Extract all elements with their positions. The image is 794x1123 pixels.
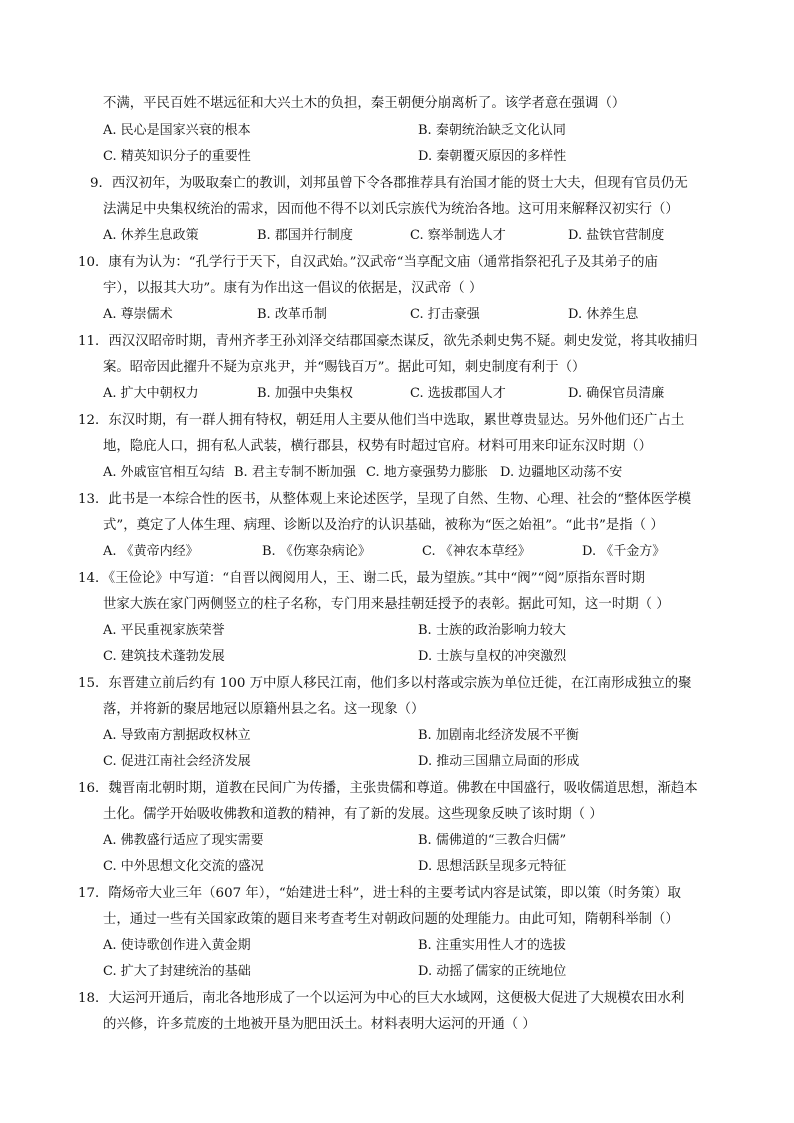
question-text-line: 式”，奠定了人体生理、病理、诊断以及治疗的认识基础，被称为“医之始祖”。“此书”是指（ ）	[103, 518, 664, 533]
question-text-line: 土化。儒学开始吸收佛教和道教的精神，有了新的发展。这些现象反映了该时期（ ）	[103, 807, 603, 822]
option-c: C. 打击豪强	[410, 307, 480, 322]
option-a: A. 扩大中朝权力	[103, 386, 199, 401]
option-c: C. 建筑技术蓬勃发展	[103, 649, 225, 664]
option-c: C. 《神农本草经》	[422, 544, 531, 559]
option-d: D. 确保官员清廉	[568, 386, 665, 401]
question-text-line: 地，隐庇人口，拥有私人武装，横行郡县，权势有时超过官府。材料可用来印证东汉时期（）	[103, 439, 653, 454]
option-b: B. 注重实用性人才的选拔	[418, 938, 566, 953]
question-text-line: 10．康有为认为：“孔学行于天下，自汉武始。”汉武帝“当享配文庙（通常指祭祀孔子及其弟子的庙	[78, 255, 658, 270]
option-b: B. 士族的政治影响力较大	[418, 623, 566, 638]
option-d: D. 盐铁官营制度	[568, 228, 665, 243]
question-text-line: 法满足中央集权统治的需求，因而他不得不以刘氏宗族代为统治各地。这可用来解释汉初实行（）	[103, 202, 679, 217]
question-text-line: 17．隋炀帝大业三年（607 年），“始建进士科”，进士科的主要考试内容是试策，即以策（时务策）取	[78, 886, 681, 901]
option-b: B. 秦朝统治缺乏文化认同	[418, 123, 566, 138]
question-text-line: 宇），以报其大功”。康有为作出这一倡议的依据是，汉武帝（ ）	[103, 281, 483, 296]
question-text-line: 13．此书是一本综合性的医书，从整体观上来论述医学，呈现了自然、生物、心理、社会的“整体医学模	[78, 492, 692, 507]
option-c: C. 地方豪强势力膨胀	[366, 465, 488, 480]
question-text-line: 不满，平民百姓不堪远征和大兴土木的负担，秦王朝便分崩离析了。该学者意在强调（）	[103, 96, 626, 111]
option-a: A. 休养生息政策	[103, 228, 199, 243]
option-c: C. 促进江南社会经济发展	[103, 754, 251, 769]
question-text-line: 的兴修，许多荒废的土地被开垦为肥田沃土。材料表明大运河的开通（ ）	[103, 1017, 536, 1032]
option-d: D. 士族与皇权的冲突激烈	[418, 649, 567, 664]
option-a: A. 平民重视家族荣誉	[103, 623, 225, 638]
option-a: A. 尊崇儒术	[103, 307, 173, 322]
question-text-line: 11．西汉汉昭帝时期，青州齐孝王孙刘泽交结郡国豪杰谋反，欲先杀刺史隽不疑。刺史发觉，将其收捕归	[78, 334, 698, 349]
question-text-line: 12．东汉时期，有一群人拥有特权，朝廷用人主要从他们当中选取，累世尊贵显达。另外他们还广占土	[78, 413, 685, 428]
option-b: B. 郡国并行制度	[257, 228, 353, 243]
question-text-line: 16．魏晋南北朝时期，道教在民间广为传播，主张贵儒和尊道。佛教在中国盛行，吸收儒道思想，渐趋本	[78, 781, 698, 796]
option-c: C. 中外思想文化交流的盛况	[103, 859, 264, 874]
option-a: A. 外戚宦官相互勾结	[103, 465, 225, 480]
option-b: B. 改革币制	[257, 307, 327, 322]
question-text-line: 18．大运河开通后，南北各地形成了一个以运河为中心的巨大水域网，这便极大促进了大规模农田水利	[78, 991, 685, 1006]
question-text-line: 15．东晋建立前后约有 100 万中原人移民江南，他们多以村落或宗族为单位迁徙，在江南形成独立的聚	[78, 676, 692, 691]
option-c: C. 精英知识分子的重要性	[103, 149, 251, 164]
option-d: D. 边疆地区动荡不安	[500, 465, 623, 480]
option-b: B. 君主专制不断加强	[234, 465, 356, 480]
option-c: C. 选拔郡国人才	[410, 386, 506, 401]
question-text-line: 9．西汉初年，为吸取秦亡的教训，刘邦虽曾下令各郡推荐具有治国才能的贤士大夫，但现有官员仍无	[90, 176, 688, 191]
question-text-line: 案。昭帝因此擢升不疑为京兆尹，并“赐钱百万”。据此可知，刺史制度有利于（）	[103, 360, 586, 375]
option-a: A. 《黄帝内经》	[103, 544, 199, 559]
option-a: A. 使诗歌创作进入黄金期	[103, 938, 251, 953]
option-d: D. 《千金方》	[582, 544, 666, 559]
option-d: D. 思想活跃呈现多元特征	[418, 859, 567, 874]
question-text-line: 士，通过一些有关国家政策的题目来考查考生对朝政问题的处理能力。由此可知，隋朝科举制（）	[103, 912, 679, 927]
option-b: B. 加剧南北经济发展不平衡	[418, 728, 579, 743]
question-text-line: 世家大族在家门两侧竖立的柱子名称，专门用来悬挂朝廷授予的表彰。据此可知，这一时期（ ）	[103, 597, 670, 612]
option-a: A. 导致南方割据政权林立	[103, 728, 251, 743]
question-text-line: 14．《王俭论》中写道：“自晋以阀阅用人，王、谢二氏，最为望族。”其中“阀”“阅”原指东晋时期	[78, 571, 645, 586]
option-d: D. 休养生息	[568, 307, 639, 322]
option-b: B. 儒佛道的“三教合归儒”	[418, 833, 567, 848]
option-b: B. 加强中央集权	[257, 386, 353, 401]
option-d: D. 动摇了儒家的正统地位	[418, 964, 567, 979]
question-text-line: 落，并将新的聚居地冠以原籍州县之名。这一现象（）	[103, 702, 425, 717]
option-c: C. 扩大了封建统治的基础	[103, 964, 251, 979]
option-b: B. 《伤寒杂病论》	[262, 544, 371, 559]
option-d: D. 秦朝覆灭原因的多样性	[418, 149, 567, 164]
option-c: C. 察举制选人才	[410, 228, 506, 243]
option-a: A. 民心是国家兴衰的根本	[103, 123, 251, 138]
option-a: A. 佛教盛行适应了现实需要	[103, 833, 264, 848]
option-d: D. 推动三国鼎立局面的形成	[418, 754, 580, 769]
